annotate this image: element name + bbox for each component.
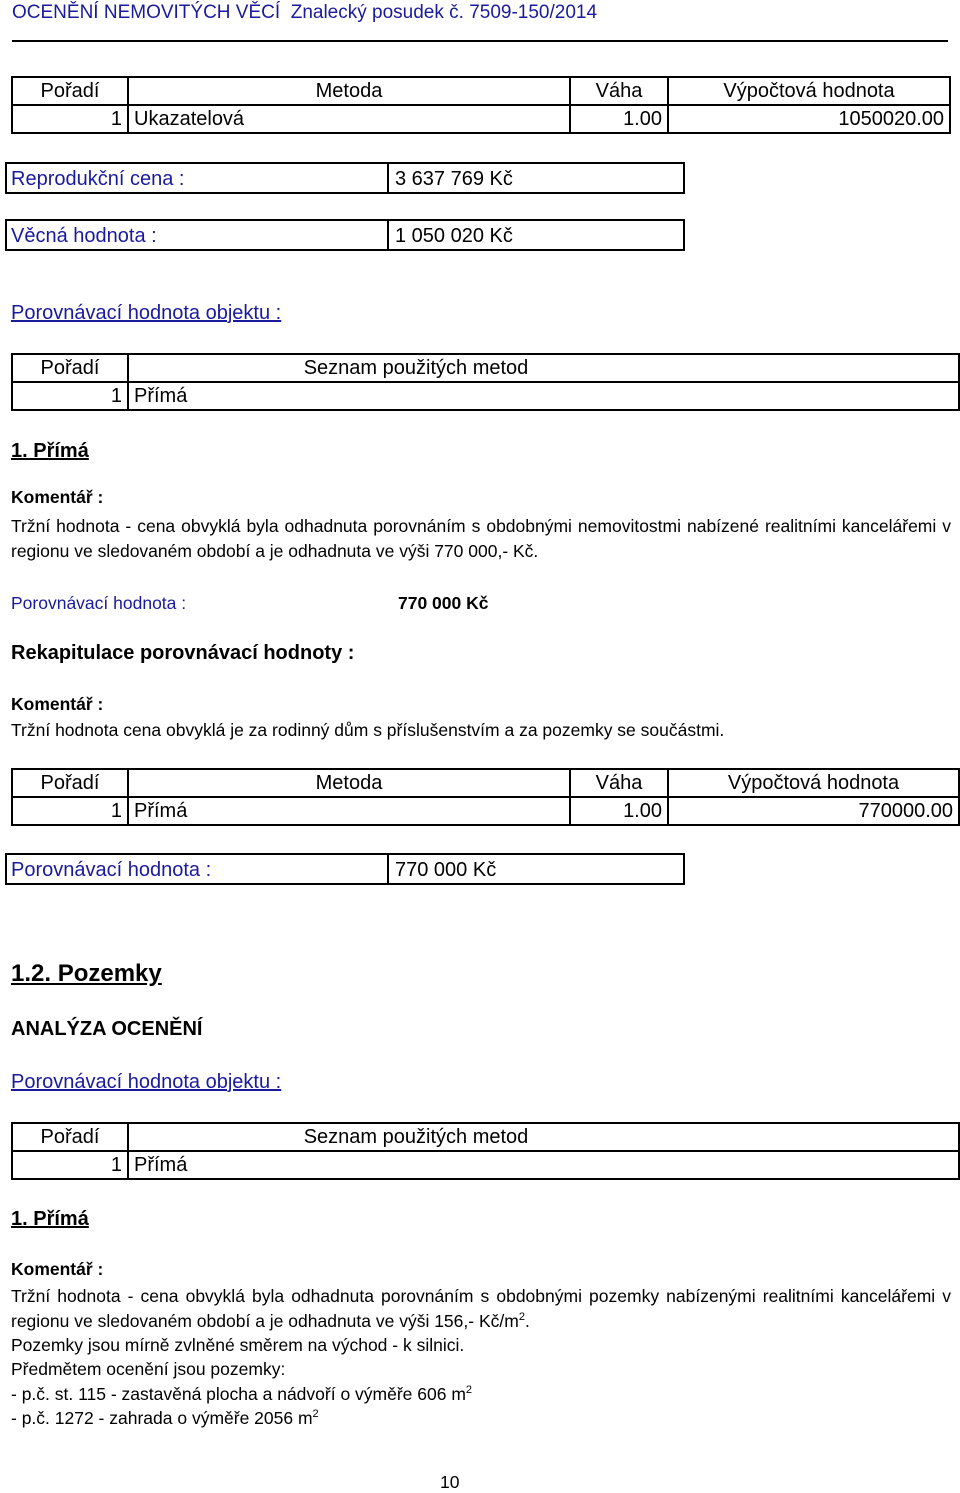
cell-method: Přímá (128, 382, 959, 410)
page-header (12, 2, 597, 24)
col-method: Metoda (128, 77, 570, 105)
col-value: Výpočtová hodnota (668, 77, 950, 105)
cell-weight: 1.00 (570, 105, 668, 133)
cell-method: Přímá (128, 797, 570, 825)
reproduction-cost-box (5, 162, 685, 194)
recapitulation-heading: Rekapitulace porovnávací hodnoty : (11, 642, 355, 664)
recap-value-box (5, 853, 685, 885)
comment-label: Komentář : (11, 487, 104, 507)
reproduction-cost-label: Reprodukční cena : (7, 164, 389, 192)
parcel-item (11, 1384, 472, 1405)
col-weight: Váha (570, 77, 668, 105)
cell-value: 1050020.00 (668, 105, 950, 133)
method-title: 1. Přímá (11, 440, 89, 462)
material-value-value: 1 050 020 Kč (395, 225, 513, 247)
comment-label: Komentář : (11, 694, 104, 714)
method-list-table (11, 1122, 960, 1180)
superscript: 2 (312, 1408, 319, 1421)
cell-weight: 1.00 (570, 797, 668, 825)
comment-text (11, 1284, 951, 1333)
comparison-heading: Porovnávací hodnota objektu : (11, 302, 282, 324)
comparison-value: 770 000 Kč (398, 593, 489, 613)
comment-text: Tržní hodnota cena obvyklá je za rodinný dům s příslušenstvím a za pozemky se součástmi. (11, 720, 725, 740)
col-order: Pořadí (12, 77, 128, 105)
analysis-title: ANALÝZA OCENĚNÍ (11, 1018, 203, 1040)
method-title: 1. Přímá (11, 1208, 89, 1230)
table-header-row (12, 769, 959, 797)
section-title-land: 1.2. Pozemky (11, 960, 162, 987)
header-title: OCENĚNÍ NEMOVITÝCH VĚCÍ (12, 2, 281, 23)
header-report-number: Znalecký posudek č. 7509-150/2014 (290, 2, 598, 23)
col-method-list: Seznam použitých metod (128, 1123, 959, 1151)
comment-end: . (524, 1310, 530, 1331)
table-header-row (12, 77, 950, 105)
col-method-list: Seznam použitých metod (128, 354, 959, 382)
table-row (12, 105, 950, 133)
reproduction-cost-value: 3 637 769 Kč (395, 168, 513, 190)
col-order: Pořadí (12, 354, 128, 382)
parcel-item (11, 1408, 319, 1429)
page-number: 10 (440, 1472, 460, 1492)
cell-method: Přímá (128, 1151, 959, 1179)
superscript: 2 (518, 1310, 525, 1323)
recap-value-label: Porovnávací hodnota : (7, 855, 389, 883)
terrain-note: Pozemky jsou mírně zvlněné směrem na východ - k silnici. (11, 1335, 465, 1355)
subject-note: Předmětem ocenění jsou pozemky: (11, 1359, 286, 1379)
table-header-row (12, 1123, 959, 1151)
list-item (12, 1151, 959, 1179)
header-divider (12, 40, 948, 42)
cell-order: 1 (12, 382, 128, 410)
comment-label: Komentář : (11, 1259, 104, 1279)
superscript: 2 (465, 1384, 473, 1397)
comparison-heading: Porovnávací hodnota objektu : (11, 1071, 282, 1093)
col-value: Výpočtová hodnota (668, 769, 959, 797)
cell-value: 770000.00 (668, 797, 959, 825)
comparison-value-label: Porovnávací hodnota : (11, 593, 187, 613)
parcel-item-text: - p.č. st. 115 - zastavěná plocha a nádvoří o výměře 606 m (11, 1384, 466, 1404)
col-order: Pořadí (12, 1123, 128, 1151)
comment-text: Tržní hodnota - cena obvyklá byla odhadnuta porovnáním s obdobnými nemovitostmi nabízené realitními kancelářemi v regionu ve sledovaném období a je odhadnuta ve výši 770 000,- Kč. (11, 516, 951, 561)
table-header-row (12, 354, 959, 382)
material-value-label: Věcná hodnota : (7, 221, 389, 249)
method-list-table (11, 353, 960, 411)
col-order: Pořadí (12, 769, 128, 797)
cell-order: 1 (12, 105, 128, 133)
cell-method: Ukazatelová (128, 105, 570, 133)
cell-order: 1 (12, 797, 128, 825)
table-row (12, 797, 959, 825)
method-table-building (11, 76, 951, 134)
list-item (12, 382, 959, 410)
col-weight: Váha (570, 769, 668, 797)
col-method: Metoda (128, 769, 570, 797)
recapitulation-table (11, 768, 960, 826)
recap-value: 770 000 Kč (395, 859, 497, 881)
material-value-box (5, 219, 685, 251)
parcel-item-text: - p.č. 1272 - zahrada o výměře 2056 m (11, 1408, 313, 1428)
comment-text-body: Tržní hodnota - cena obvyklá byla odhadnuta porovnáním s obdobnými pozemky nabízenými realitními kancelářemi v regionu ve sledovaném období a je odhadnuta ve výši 156,- Kč/m (11, 1286, 951, 1331)
cell-order: 1 (12, 1151, 128, 1179)
